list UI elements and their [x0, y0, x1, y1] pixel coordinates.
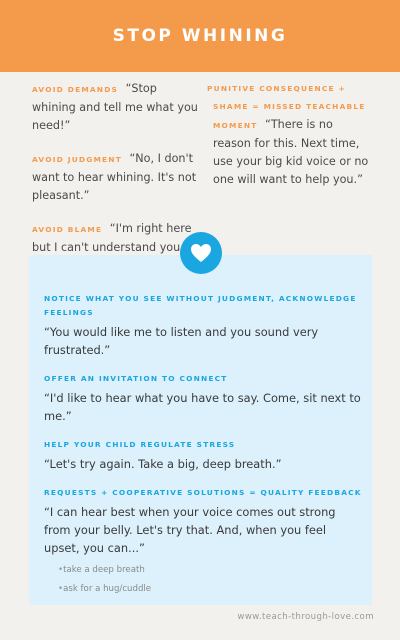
avoid-blame-label: AVOID BLAME: [32, 225, 103, 234]
strategies-list: [44, 292, 364, 612]
avoid-demands-quote: “Stop whining and tell me what you need!”: [32, 82, 198, 132]
header-banner: [0, 0, 400, 72]
punitive-item: [207, 80, 372, 189]
option-list: [44, 561, 364, 599]
avoid-demands-item: [32, 80, 202, 135]
avoid-judgment-quote: “No, I don't want to hear whining. It's not pleasant.”: [32, 152, 197, 202]
footer-url: www.teach-through-love.com: [237, 612, 374, 622]
strategy-label: OFFER AN INVITATION TO CONNECT: [44, 374, 228, 383]
strategy-quote: “I can hear best when your voice comes out strong from your belly. Let's try that. And, when you feel upset, you can...”: [44, 505, 336, 555]
strategy-label: NOTICE WHAT YOU SEE WITHOUT JUDGMENT, ACKNOWLEDGE FEELINGS: [44, 294, 357, 317]
punitive-quote: “There is no reason for this. Next time, use your big kid voice or no one will want to help you.”: [213, 118, 369, 186]
avoid-demands-label: AVOID DEMANDS: [32, 85, 119, 94]
punitive-label-line2: SHAME = MISSED TEACHABLE: [213, 102, 366, 111]
punitive-column: [207, 80, 372, 204]
strategy-quote: “Let's try again. Take a big, deep breath.”: [44, 457, 282, 471]
strategy-item: [44, 372, 364, 425]
strategy-item: [44, 292, 364, 359]
strategy-item: [44, 438, 364, 473]
strategy-item: [44, 486, 364, 599]
strategy-label: REQUESTS + COOPERATIVE SOLUTIONS = QUALITY FEEDBACK: [44, 488, 362, 497]
page-title: STOP WHINING: [112, 26, 288, 46]
heart-icon: [190, 243, 212, 263]
option-item: • take a deep breath: [58, 561, 364, 580]
avoid-blame-quote: “I'm right here but I can't understand you: [32, 222, 192, 254]
strategy-label: HELP YOUR CHILD REGULATE STRESS: [44, 440, 236, 449]
option-item: • ask for a hug/cuddle: [58, 580, 364, 599]
heart-badge: [180, 232, 222, 274]
strategy-quote: “You would like me to listen and you sound very frustrated.”: [44, 325, 319, 357]
strategy-quote: “I'd like to hear what you have to say. Come, sit next to me.”: [44, 391, 361, 423]
punitive-label-line3: MOMENT: [213, 121, 258, 130]
avoid-judgment-label: AVOID JUDGMENT: [32, 155, 122, 164]
punitive-label-line1: PUNITIVE CONSEQUENCE +: [207, 84, 346, 93]
avoid-judgment-item: [32, 150, 202, 205]
